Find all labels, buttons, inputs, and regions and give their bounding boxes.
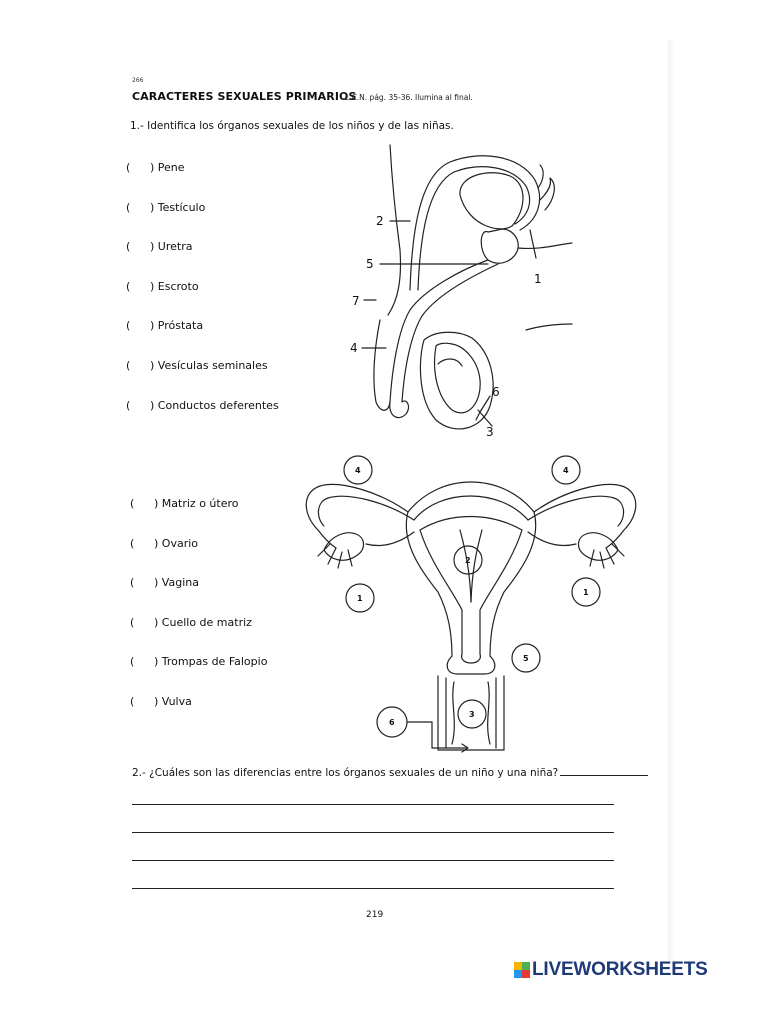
answer-blank: ( [130,616,135,629]
male-option[interactable]: ( ) Testículo [126,201,206,214]
female-option[interactable]: ( ) Matriz o útero [130,497,239,510]
liveworksheets-icon [514,962,530,978]
page-code: 266 [132,77,144,84]
answer-line[interactable] [132,860,614,861]
female-option[interactable]: ( ) Trompas de Falopio [130,655,268,668]
female-option[interactable]: ( ) Vulva [130,695,192,708]
diagram-label: 4 [355,466,361,475]
diagram-label: 5 [366,257,374,271]
answer-blank: ( [126,161,131,174]
question-2: 2.- ¿Cuáles son las diferencias entre los órganos sexuales de un niño y una niña? [132,766,648,779]
worksheet-title: CARACTERES SEXUALES PRIMARIOS [132,90,357,103]
diagram-label: 6 [389,718,395,727]
brand-name: LIVEWORKSHEETS [532,959,708,980]
liveworksheets-logo[interactable] [514,958,708,982]
answer-blank: ( [130,655,135,668]
answer-blank: ( [130,576,135,589]
answer-line[interactable] [132,832,614,833]
diagram-label: 7 [352,294,360,308]
diagram-label: 1 [534,272,542,286]
question-1: 1.- Identifica los órganos sexuales de los niños y de las niñas. [130,120,454,132]
male-option[interactable]: ( ) Próstata [126,319,204,332]
answer-blank: ( [126,240,131,253]
page-number: 219 [366,910,384,920]
answer-blank: ( [130,497,135,510]
male-option[interactable]: ( ) Uretra [126,240,193,253]
female-option[interactable]: ( ) Cuello de matriz [130,616,252,629]
diagram-label: 3 [469,710,475,719]
male-option[interactable]: ( ) Vesículas seminales [126,359,268,372]
answer-blank: ( [126,280,131,293]
male-option[interactable]: ( ) Conductos deferentes [126,399,279,412]
page-edge [668,40,674,960]
diagram-label: 3 [486,425,494,439]
diagram-label: 1 [357,594,363,603]
male-option[interactable]: ( ) Escroto [126,280,199,293]
answer-blank: ( [130,537,135,550]
female-option[interactable]: ( ) Ovario [130,537,199,550]
diagram-label: 4 [350,341,358,355]
diagram-label: 6 [492,385,500,399]
answer-blank: ( [126,319,131,332]
diagram-label: 4 [563,466,569,475]
diagram-label: 5 [523,654,529,663]
answer-blank: ( [126,399,131,412]
answer-line[interactable] [132,804,614,805]
female-reproductive-diagram [290,452,650,758]
male-reproductive-diagram [340,140,580,450]
answer-blank: ( [130,695,135,708]
answer-blank: ( [126,359,131,372]
male-option[interactable]: ( ) Pene [126,161,185,174]
diagram-label: 2 [376,214,384,228]
female-option[interactable]: ( ) Vagina [130,576,199,589]
diagram-label: 1 [583,588,589,597]
title-note: L.C.N. pág. 35-36. Ilumina al final. [345,93,473,102]
answer-line[interactable] [560,766,648,776]
answer-blank: ( [126,201,131,214]
answer-line[interactable] [132,888,614,889]
diagram-label: 2 [465,556,471,565]
